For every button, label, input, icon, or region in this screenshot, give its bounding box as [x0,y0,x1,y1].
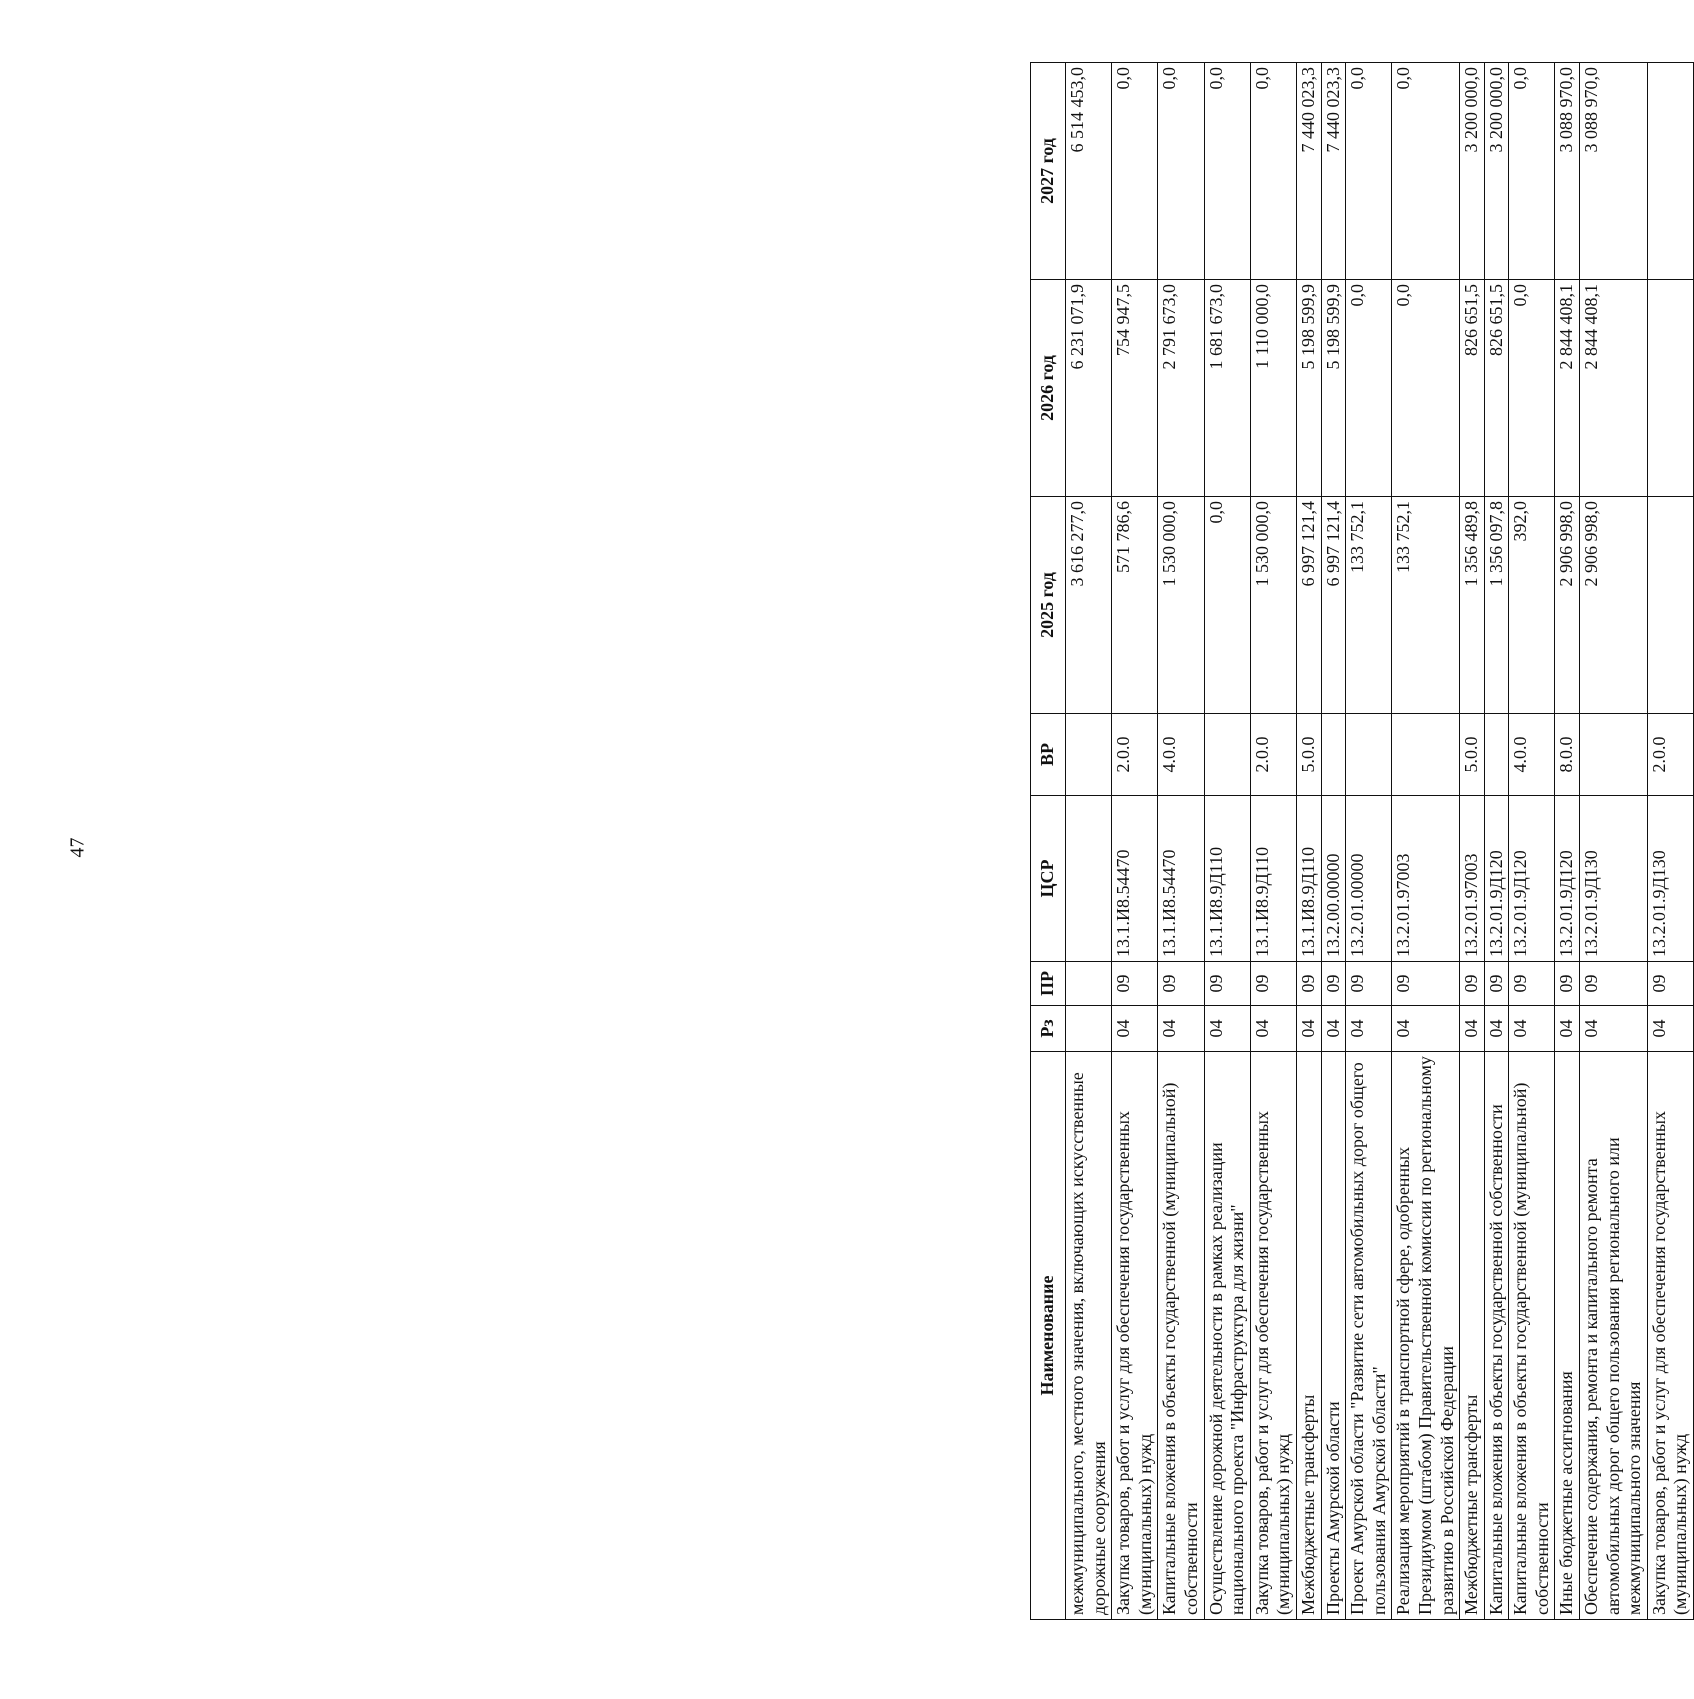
header-rz: Рз [1031,1006,1066,1052]
row-2025: 392,0 [1509,497,1555,714]
row-vr: 5.0.0 [1296,714,1321,796]
row-rz: 04 [1346,1006,1392,1052]
row-2025: 2 906 998,0 [1580,497,1648,714]
table-row [1250,63,1296,1620]
row-pr: 09 [1112,962,1158,1006]
header-name: Наименование [1031,1052,1066,1620]
row-2025: 0,0 [1204,497,1250,714]
row-vr [1204,714,1250,796]
row-2025: 1 356 489,8 [1460,497,1485,714]
table-row [1346,63,1392,1620]
row-csr: 13.2.01.97003 [1392,796,1460,962]
row-name: Капитальные вложения в объекты государственной (муниципальной) собственности [1158,1052,1204,1620]
row-name: Обеспечение содержания, ремонта и капитального ремонта автомобильных дорог общего пользования регионального или межмуниципального значения [1580,1052,1648,1620]
table-row [1484,63,1509,1620]
row-name: Межбюджетные трансферты [1296,1052,1321,1620]
header-2025: 2025 год [1031,497,1066,714]
row-name: Реализация мероприятий в транспортной сфере, одобренных Президиумом (штабом) Правительственной комиссии по региональному развитию в Российской Федерации [1392,1052,1460,1620]
row-2026: 0,0 [1346,280,1392,497]
row-csr: 13.2.01.9Д120 [1555,796,1580,962]
row-2027: 0,0 [1158,63,1204,280]
header-2027: 2027 год [1031,63,1066,280]
row-vr [1346,714,1392,796]
table-row [1321,63,1346,1620]
row-rz: 04 [1321,1006,1346,1052]
row-rz: 04 [1460,1006,1485,1052]
row-2025: 571 786,6 [1112,497,1158,714]
row-pr: 09 [1204,962,1250,1006]
row-rz: 04 [1158,1006,1204,1052]
row-2027: 0,0 [1112,63,1158,280]
table-row [1392,63,1460,1620]
row-2025: 133 752,1 [1346,497,1392,714]
row-2027: 0,0 [1204,63,1250,280]
row-rz: 04 [1647,1006,1693,1052]
row-name: Межбюджетные трансферты [1460,1052,1485,1620]
row-csr: 13.1.И8.54470 [1158,796,1204,962]
row-name: Капитальные вложения в объекты государственной собственности [1484,1052,1509,1620]
row-name: Закупка товаров, работ и услуг для обеспечения государственных (муниципальных) нужд [1112,1052,1158,1620]
row-2026: 1 681 673,0 [1204,280,1250,497]
table-row [1580,63,1648,1620]
row-csr: 13.2.01.9Д120 [1509,796,1555,962]
row-pr: 09 [1555,962,1580,1006]
row-2026: 5 198 599,9 [1296,280,1321,497]
row-csr: 13.1.И8.9Д110 [1204,796,1250,962]
header-csr: ЦСР [1031,796,1066,962]
budget-table [1030,62,1694,1620]
table-row [1158,63,1204,1620]
row-2026: 826 651,5 [1484,280,1509,497]
row-2027: 3 200 000,0 [1460,63,1485,280]
row-2027: 0,0 [1346,63,1392,280]
row-csr: 13.2.00.00000 [1321,796,1346,962]
row-pr: 09 [1158,962,1204,1006]
row-vr: 2.0.0 [1250,714,1296,796]
row-pr: 09 [1484,962,1509,1006]
row-2027: 7 440 023,3 [1296,63,1321,280]
row-2027: 3 088 970,0 [1580,63,1648,280]
row-pr [1066,962,1112,1006]
row-vr: 2.0.0 [1112,714,1158,796]
table-row [1555,63,1580,1620]
row-csr: 13.1.И8.9Д110 [1296,796,1321,962]
row-pr: 09 [1647,962,1693,1006]
row-2025: 2 906 998,0 [1555,497,1580,714]
row-2025: 133 752,1 [1392,497,1460,714]
row-pr: 09 [1321,962,1346,1006]
table-row [1509,63,1555,1620]
row-csr: 13.1.И8.9Д110 [1250,796,1296,962]
row-2027: 3 088 970,0 [1555,63,1580,280]
row-vr [1392,714,1460,796]
row-pr: 09 [1250,962,1296,1006]
row-2025: 3 616 277,0 [1066,497,1112,714]
row-pr: 09 [1296,962,1321,1006]
row-csr: 13.2.01.9Д120 [1484,796,1509,962]
row-csr: 13.1.И8.54470 [1112,796,1158,962]
row-2027: 0,0 [1509,63,1555,280]
row-name: Проекты Амурской области [1321,1052,1346,1620]
row-pr: 09 [1460,962,1485,1006]
row-csr: 13.2.01.9Д130 [1580,796,1648,962]
row-pr: 09 [1346,962,1392,1006]
row-2026: 1 110 000,0 [1250,280,1296,497]
row-rz: 04 [1296,1006,1321,1052]
page-number: 47 [66,837,89,858]
row-2026: 754 947,5 [1112,280,1158,497]
row-name: межмуниципального, местного значения, включающих искусственные дорожные сооружения [1066,1052,1112,1620]
row-csr [1066,796,1112,962]
row-vr [1484,714,1509,796]
row-rz [1066,1006,1112,1052]
row-2026: 826 651,5 [1460,280,1485,497]
row-csr: 13.2.01.00000 [1346,796,1392,962]
row-vr [1321,714,1346,796]
header-pr: ПР [1031,962,1066,1006]
table-row [1296,63,1321,1620]
row-2026: 2 791 673,0 [1158,280,1204,497]
row-rz: 04 [1112,1006,1158,1052]
row-2025: 1 530 000,0 [1158,497,1204,714]
row-rz: 04 [1204,1006,1250,1052]
row-2025: 6 997 121,4 [1321,497,1346,714]
row-rz: 04 [1509,1006,1555,1052]
table-header-row [1031,63,1066,1620]
row-pr: 09 [1580,962,1648,1006]
table-row [1204,63,1250,1620]
row-2027: 6 514 453,0 [1066,63,1112,280]
row-rz: 04 [1555,1006,1580,1052]
row-name: Осуществление дорожной деятельности в рамках реализации национального проекта "Инфраструктура для жизни" [1204,1052,1250,1620]
row-rz: 04 [1580,1006,1648,1052]
row-name: Капитальные вложения в объекты государственной (муниципальной) собственности [1509,1052,1555,1620]
row-csr: 13.2.01.9Д130 [1647,796,1693,962]
row-2025: 1 530 000,0 [1250,497,1296,714]
row-vr: 8.0.0 [1555,714,1580,796]
row-csr: 13.2.01.97003 [1460,796,1485,962]
row-name: Закупка товаров, работ и услуг для обеспечения государственных (муниципальных) нужд [1647,1052,1693,1620]
row-2025: 6 997 121,4 [1296,497,1321,714]
row-vr: 2.0.0 [1647,714,1693,796]
row-2026 [1647,280,1693,497]
row-rz: 04 [1484,1006,1509,1052]
row-2027: 3 200 000,0 [1484,63,1509,280]
row-name: Иные бюджетные ассигнования [1555,1052,1580,1620]
row-vr: 5.0.0 [1460,714,1485,796]
row-2026: 0,0 [1392,280,1460,497]
table-row [1647,63,1693,1620]
row-2026: 5 198 599,9 [1321,280,1346,497]
row-vr [1066,714,1112,796]
row-name: Проект Амурской области "Развитие сети автомобильных дорог общего пользования Амурской области" [1346,1052,1392,1620]
row-2027: 7 440 023,3 [1321,63,1346,280]
table-row [1460,63,1485,1620]
header-vr: ВР [1031,714,1066,796]
row-vr [1580,714,1648,796]
rotated-table-wrapper [1030,63,1694,1620]
row-2026: 6 231 071,9 [1066,280,1112,497]
row-vr: 4.0.0 [1509,714,1555,796]
row-2027: 0,0 [1392,63,1460,280]
row-pr: 09 [1392,962,1460,1006]
row-2026: 2 844 408,1 [1580,280,1648,497]
row-2025: 1 356 097,8 [1484,497,1509,714]
row-pr: 09 [1509,962,1555,1006]
row-rz: 04 [1250,1006,1296,1052]
table-row [1112,63,1158,1620]
row-2027: 0,0 [1250,63,1296,280]
row-2026: 2 844 408,1 [1555,280,1580,497]
row-name: Закупка товаров, работ и услуг для обеспечения государственных (муниципальных) нужд [1250,1052,1296,1620]
row-2027 [1647,63,1693,280]
header-2026: 2026 год [1031,280,1066,497]
row-rz: 04 [1392,1006,1460,1052]
row-2026: 0,0 [1509,280,1555,497]
row-vr: 4.0.0 [1158,714,1204,796]
row-2025 [1647,497,1693,714]
table-row [1066,63,1112,1620]
